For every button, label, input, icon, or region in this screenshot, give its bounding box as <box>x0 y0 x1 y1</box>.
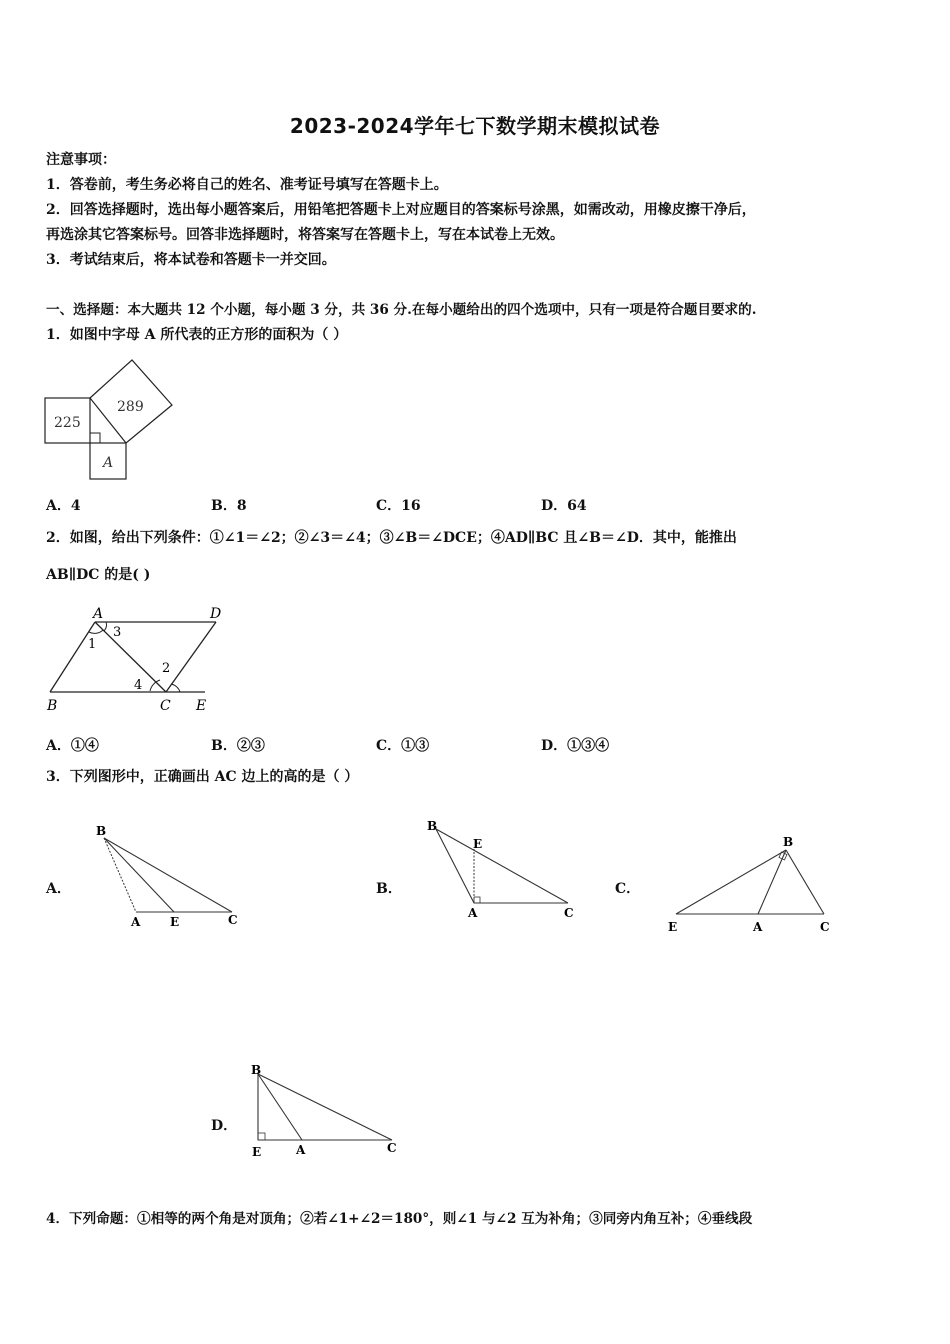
q3b-label-e: E <box>473 837 483 851</box>
q1-option-d[interactable]: D．64 <box>541 498 587 514</box>
q2-label-1: 1 <box>88 637 97 652</box>
q2-stem-cont: AB∥DC 的是( ) <box>46 567 151 583</box>
q3b-label-a: A <box>468 906 478 920</box>
q3b-label-c: C <box>564 906 574 920</box>
notice-item: 1．答卷前，考生务必将自己的姓名、准考证号填写在答题卡上。 <box>46 177 448 193</box>
notice-item: 2．回答选择题时，选出每小题答案后，用铅笔把答题卡上对应题目的答案标号涂黑，如需改动，用橡皮擦干净后， <box>46 202 756 218</box>
q3-figure-a <box>88 820 248 935</box>
notice-heading: 注意事项： <box>46 152 116 168</box>
q4-stem: 4．下列命题：①相等的两个角是对顶角；②若∠1+∠2＝180°，则∠1 与∠2 互为补角；③同旁内角互补；④垂线段 <box>46 1211 753 1227</box>
q1-option-a[interactable]: A．4 <box>46 498 81 514</box>
q3-figure-d <box>244 1058 414 1168</box>
q1-stem: 1．如图中字母 A 所代表的正方形的面积为（ ） <box>46 327 348 343</box>
q3d-label-a: A <box>296 1143 306 1157</box>
q2-label-4: 4 <box>134 678 143 693</box>
q3a-label-e: E <box>170 915 180 929</box>
q3-stem: 3．下列图形中，正确画出 AC 边上的高的是（ ） <box>46 769 359 785</box>
q3-figure-c <box>662 828 842 938</box>
section-heading: 一、选择题：本大题共 12 个小题，每小题 3 分，共 36 分.在每小题给出的四个选项中，只有一项是符合题目要求的. <box>46 302 757 318</box>
q3-option-a[interactable]: A． <box>46 881 71 897</box>
q2-stem: 2．如图，给出下列条件：①∠1＝∠2；②∠3＝∠4；③∠B＝∠DCE；④AD∥BC 且∠B＝∠D．其中，能推出 <box>46 530 737 546</box>
q3c-label-c: C <box>820 920 830 934</box>
q2-option-c[interactable]: C．①③ <box>376 738 430 754</box>
q1-option-c[interactable]: C．16 <box>376 498 421 514</box>
q3-option-b[interactable]: B． <box>376 881 402 897</box>
q3d-label-e: E <box>252 1145 262 1159</box>
q2-label-2: 2 <box>162 661 171 676</box>
q2-label-d: D <box>210 606 222 622</box>
q2-option-a[interactable]: A．①④ <box>46 738 99 754</box>
q3d-label-b: B <box>251 1063 262 1077</box>
q2-label-a: A <box>93 606 104 622</box>
q2-option-b[interactable]: B．②③ <box>211 738 265 754</box>
q1-figure <box>40 355 180 485</box>
q3d-label-c: C <box>387 1141 397 1155</box>
q2-figure <box>40 600 240 720</box>
q3a-label-a: A <box>131 915 141 929</box>
q1-label-a: A <box>103 455 114 471</box>
q2-label-c: C <box>160 698 171 714</box>
q2-label-b: B <box>47 698 58 714</box>
q3a-label-b: B <box>96 824 107 838</box>
q3-option-d[interactable]: D． <box>211 1118 238 1134</box>
q3-figure-b <box>422 815 582 925</box>
notice-item: 再选涂其它答案标号。回答非选择题时，将答案写在答题卡上，写在本试卷上无效。 <box>46 227 564 243</box>
q1-option-b[interactable]: B．8 <box>211 498 247 514</box>
q3c-label-a: A <box>753 920 763 934</box>
q2-option-d[interactable]: D．①③④ <box>541 738 610 754</box>
q1-label-289: 289 <box>117 399 144 415</box>
q3c-label-b: B <box>783 835 794 849</box>
q1-label-225: 225 <box>54 415 81 431</box>
q2-label-3: 3 <box>113 625 122 640</box>
q3-option-c[interactable]: C． <box>615 881 641 897</box>
q3b-label-b: B <box>427 819 438 833</box>
q3c-label-e: E <box>668 920 678 934</box>
q3a-label-c: C <box>228 913 238 927</box>
notice-item: 3．考试结束后，将本试卷和答题卡一并交回。 <box>46 252 336 268</box>
page-title: 2023-2024学年七下数学期末模拟试卷 <box>289 114 661 138</box>
q2-label-e: E <box>196 698 207 714</box>
